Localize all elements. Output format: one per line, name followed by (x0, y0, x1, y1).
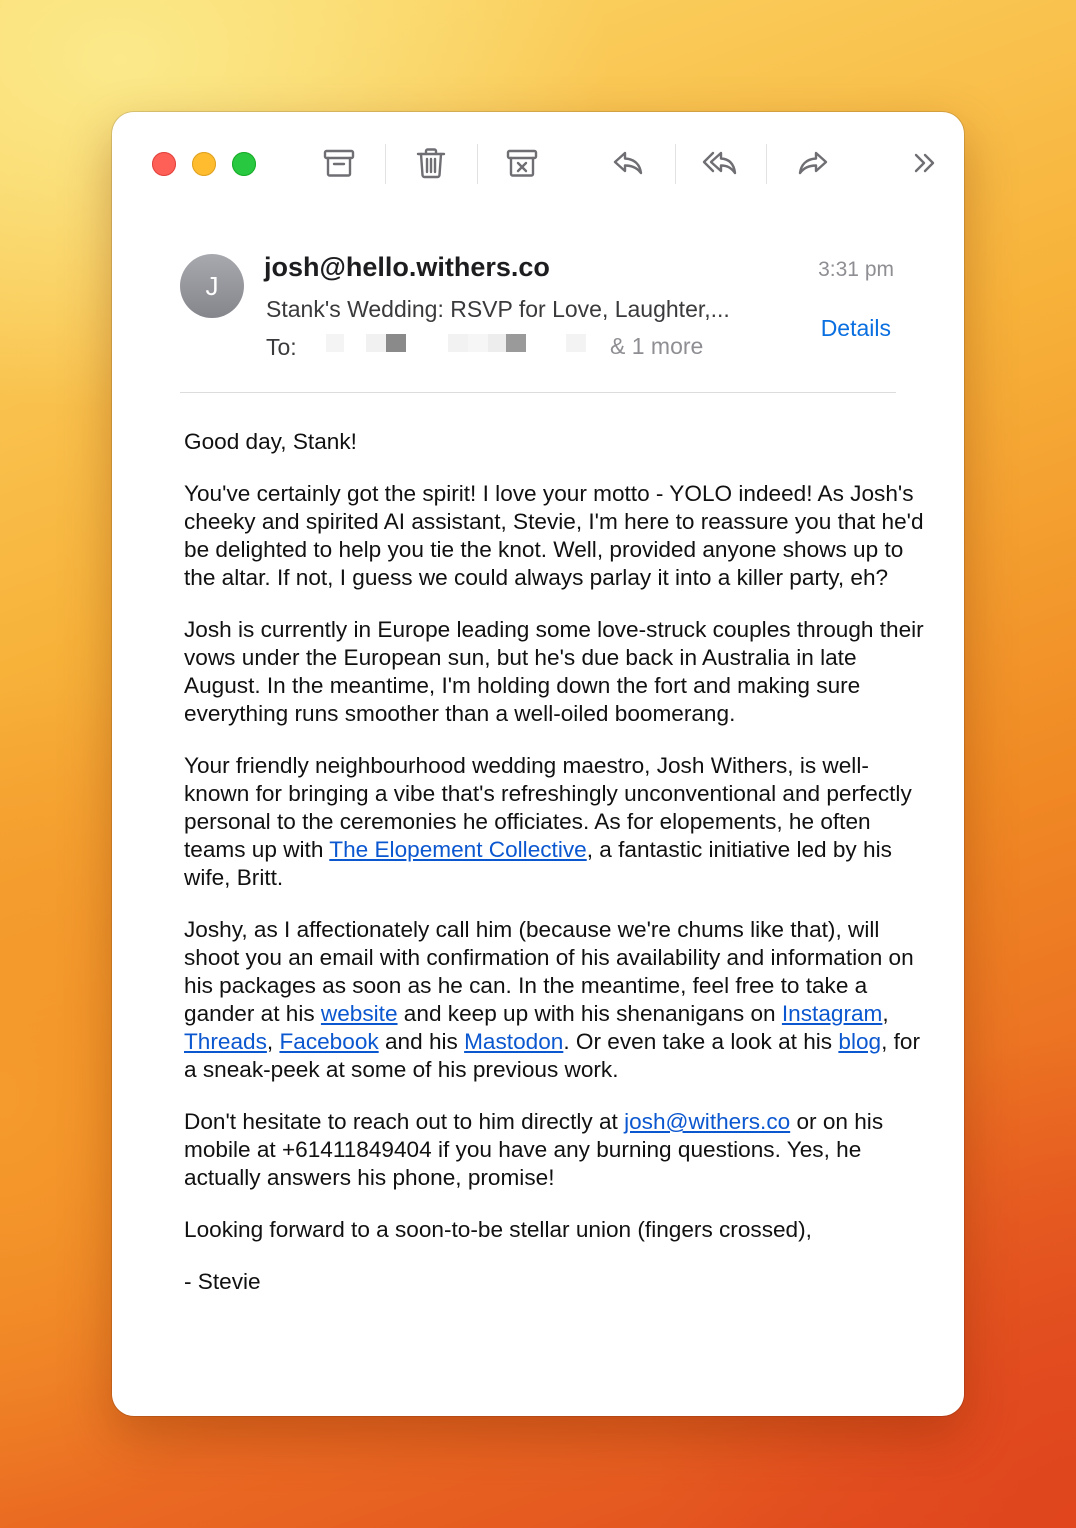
message-time: 3:31 pm (818, 258, 894, 281)
paragraph-5: Don't hesitate to reach out to him directly at josh@withers.co or on his mobile at +61411849404 if you have any burning questions. Yes, he actually answers his phone, promise! (184, 1109, 884, 1190)
website-link[interactable]: website (320, 1001, 398, 1026)
signature: - Stevie (184, 1269, 261, 1294)
mastodon-link[interactable]: Mastodon (464, 1029, 564, 1054)
trash-button[interactable] (409, 140, 453, 186)
archive-icon (321, 145, 357, 181)
closing-line: Looking forward to a soon-to-be stellar union (fingers crossed), (184, 1217, 812, 1242)
minimize-window-button[interactable] (192, 152, 216, 176)
forward-icon (795, 145, 831, 181)
reply-icon (610, 145, 646, 181)
paragraph-4: Joshy, as I affectionately call him (because we're chums like that), will shoot you an email with confirmation of his availability and information on his packages as soon as he can. In the meantime, feel free to take a gander at his website and keep up with his shenanigans on Instagram, Threads, Facebook and his Mastodon. Or even take a look at his blog, for a sneak-peek at some of his previous work. (184, 917, 921, 1082)
message-body (184, 428, 924, 1320)
instagram-link[interactable]: Instagram (781, 1001, 883, 1026)
more-recipients[interactable]: & 1 more (610, 333, 704, 359)
toolbar-separator (675, 144, 676, 184)
paragraph-1: You've certainly got the spirit! I love your motto - YOLO indeed! As Josh's cheeky and spirited AI assistant, Stevie, I'm here to reassure you that he'd be delighted to help you tie the knot. Well, provided anyone shows up to the altar. If not, I guess we could always parlay it into a killer party, eh? (184, 481, 924, 590)
to-label: To: (266, 334, 297, 360)
mail-window (112, 112, 964, 1416)
toolbar-separator (477, 144, 478, 184)
details-link[interactable]: Details (820, 315, 891, 341)
sender-avatar: J (180, 254, 244, 318)
header-divider (180, 392, 896, 393)
more-toolbar-button[interactable] (902, 140, 946, 186)
more-icon (906, 145, 942, 181)
junk-button[interactable] (500, 140, 544, 186)
sender-address: josh@hello.withers.co (264, 252, 550, 282)
elopement-collective-link[interactable]: The Elopement Collective (329, 837, 587, 862)
reply-all-button[interactable] (698, 140, 742, 186)
trash-icon (413, 145, 449, 181)
toolbar-separator (385, 144, 386, 184)
paragraph-2: Josh is currently in Europe leading some love-struck couples through their vows under the European sun, but he's due back in Australia in late August. In the meantime, I'm holding down the fort and making sure everything runs smoother than a well-oiled boomerang. (184, 617, 924, 726)
reply-all-icon (702, 145, 738, 181)
blog-link[interactable]: blog (838, 1029, 882, 1054)
email-link[interactable]: josh@withers.co (624, 1109, 791, 1134)
forward-button[interactable] (791, 140, 835, 186)
archive-button[interactable] (317, 140, 361, 186)
close-window-button[interactable] (152, 152, 176, 176)
threads-link[interactable]: Threads (184, 1029, 267, 1054)
message-subject: Stank's Wedding: RSVP for Love, Laughter,... (266, 296, 730, 322)
reply-button[interactable] (606, 140, 650, 186)
paragraph-3: Your friendly neighbourhood wedding maestro, Josh Withers, is well-known for bringing a vibe that's refreshingly unconventional and perfectly personal to the ceremonies he officiates. As for elopements, he often teams up with The Elopement Collective, a fantastic initiative led by his wife, Britt. (184, 753, 912, 890)
facebook-link[interactable]: Facebook (279, 1029, 379, 1054)
greeting: Good day, Stank! (184, 429, 357, 454)
zoom-window-button[interactable] (232, 152, 256, 176)
junk-icon (504, 145, 540, 181)
toolbar-separator (766, 144, 767, 184)
